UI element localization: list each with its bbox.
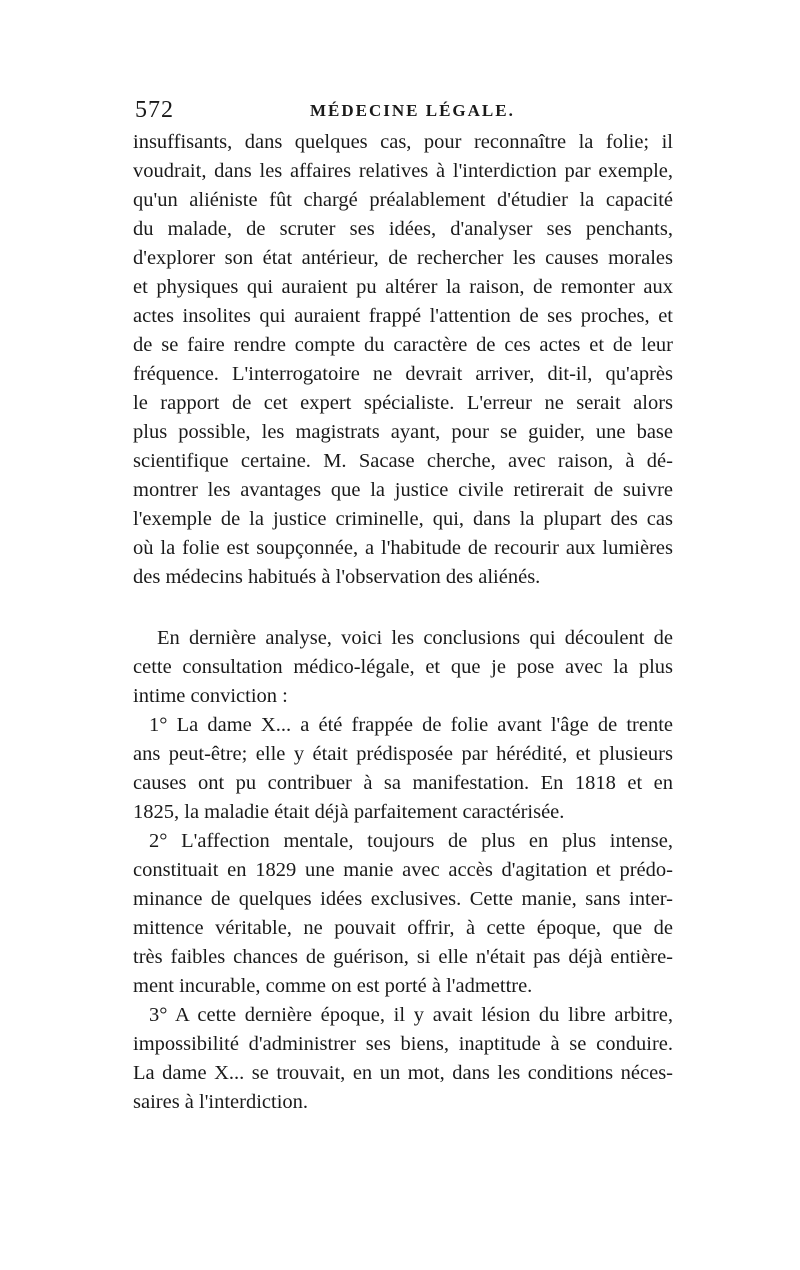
text-line: très faibles chances de guérison, si elle n'était pas déjà entière-: [133, 946, 673, 968]
text-line: cette consultation médico-légale, et que je pose avec la plus: [133, 656, 673, 678]
text-line: l'exemple de la justice criminelle, qui, dans la plupart des cas: [133, 508, 673, 530]
text-line: constituait en 1829 une manie avec accès d'agitation et prédo-: [133, 859, 673, 881]
text-line: des médecins habitués à l'observation des aliénés.: [133, 566, 541, 588]
text-line: La dame X... se trouvait, en un mot, dans les conditions néces-: [133, 1062, 673, 1084]
paragraph-1: [133, 128, 673, 592]
text-line: intime conviction :: [133, 685, 288, 707]
text-line: fréquence. L'interrogatoire ne devrait arriver, dit-il, qu'après: [133, 363, 673, 385]
text-line: causes ont pu contribuer à sa manifestation. En 1818 et en: [133, 772, 673, 794]
text-line: ans peut-être; elle y était prédisposée par hérédité, et plusieurs: [133, 743, 673, 765]
text-line: ment incurable, comme on est porté à l'admettre.: [133, 975, 533, 997]
text-line: 2° L'affection mentale, toujours de plus en plus intense,: [149, 830, 673, 852]
running-head: MÉDECINE LÉGALE.: [310, 101, 515, 120]
text-line: et physiques qui auraient pu altérer la raison, de remonter aux: [133, 276, 673, 298]
text-line: 3° A cette dernière époque, il y avait lésion du libre arbitre,: [149, 1004, 673, 1026]
text-line: montrer les avantages que la justice civile retirerait de suivre: [133, 479, 673, 501]
text-line: 1825, la maladie était déjà parfaitement caractérisée.: [133, 801, 565, 823]
text-line: minance de quelques idées exclusives. Cette manie, sans inter-: [133, 888, 673, 910]
text-line: le rapport de cet expert spécialiste. L'erreur ne serait alors: [133, 392, 673, 414]
paragraph-2: [133, 624, 673, 711]
text-line: En dernière analyse, voici les conclusions qui découlent de: [157, 627, 673, 649]
text-line: insuffisants, dans quelques cas, pour reconnaître la folie; il: [133, 131, 673, 153]
text-line: actes insolites qui auraient frappé l'attention de ses proches, et: [133, 305, 673, 327]
text-line: d'explorer son état antérieur, de rechercher les causes morales: [133, 247, 673, 269]
text-line: qu'un aliéniste fût chargé préalablement d'étudier la capacité: [133, 189, 673, 211]
conclusion-1: [133, 711, 673, 827]
text-line: de se faire rendre compte du caractère de ces actes et de leur: [133, 334, 673, 356]
text-line: impossibilité d'administrer ses biens, inaptitude à se conduire.: [133, 1033, 673, 1055]
text-line: scientifique certaine. M. Sacase cherche, avec raison, à dé-: [133, 450, 673, 472]
body-text: [133, 128, 673, 1117]
text-line: 1° La dame X... a été frappée de folie avant l'âge de trente: [149, 714, 673, 736]
text-line: voudrait, dans les affaires relatives à l'interdiction par exemple,: [133, 160, 673, 182]
page-header: [135, 97, 675, 127]
conclusion-2: [133, 827, 673, 1001]
text-line: mittence véritable, ne pouvait offrir, à cette époque, que de: [133, 917, 673, 939]
conclusion-3: [133, 1001, 673, 1117]
text-line: plus possible, les magistrats ayant, pour se guider, une base: [133, 421, 673, 443]
page-number: 572: [135, 97, 174, 123]
text-line: saires à l'interdiction.: [133, 1091, 309, 1113]
text-line: du malade, de scruter ses idées, d'analyser ses penchants,: [133, 218, 673, 240]
text-line: où la folie est soupçonnée, a l'habitude de recourir aux lumières: [133, 537, 673, 559]
